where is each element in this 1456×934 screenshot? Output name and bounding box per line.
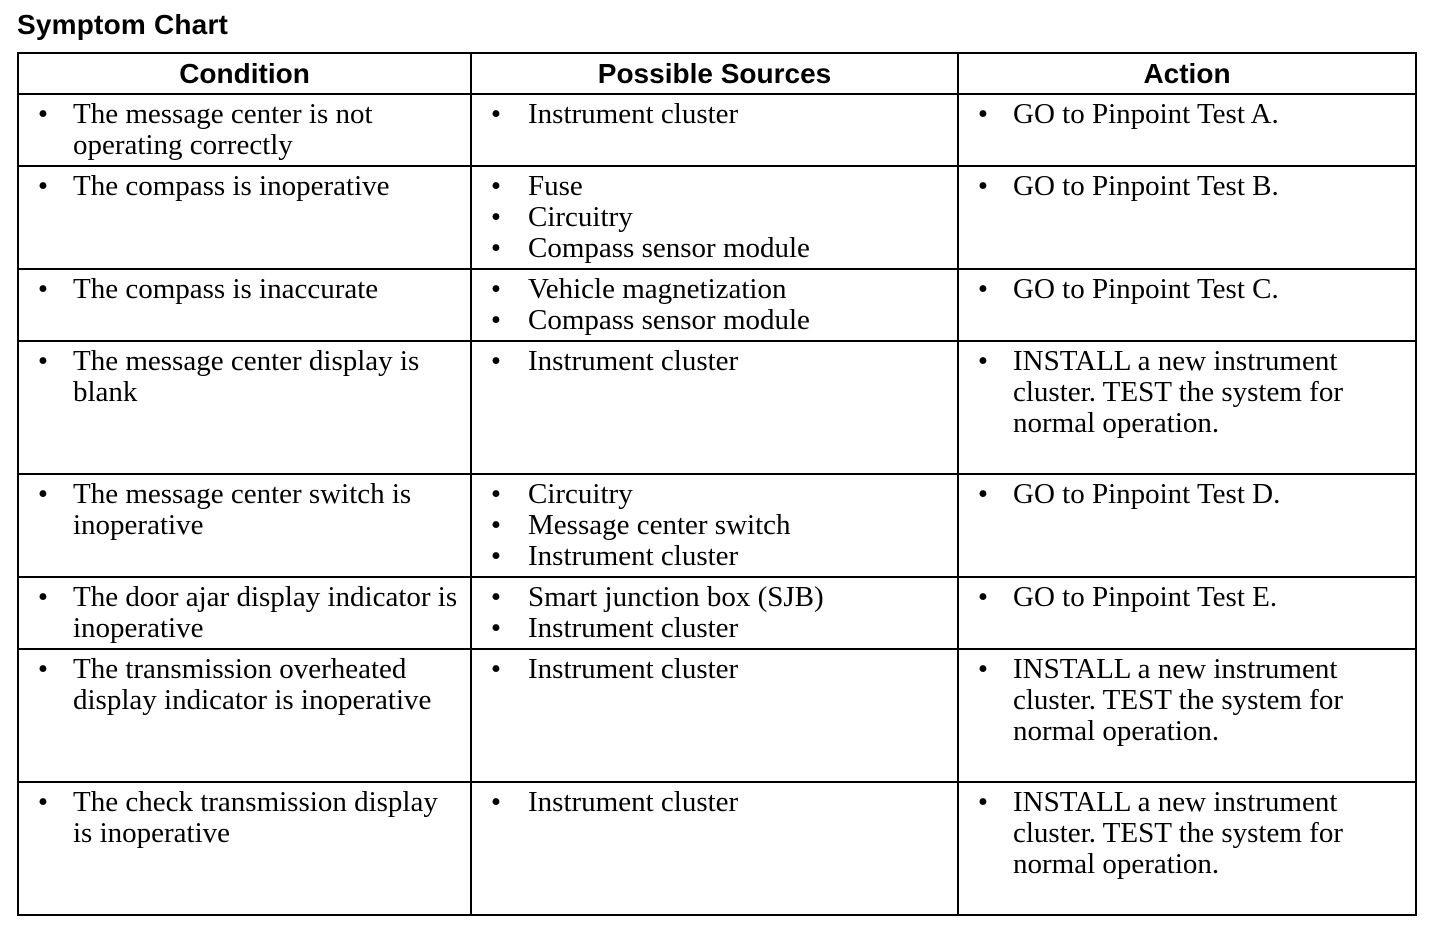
list-item [484,346,949,377]
symptom-chart-table [17,52,1417,916]
condition-text: The message center display is blank [73,345,420,408]
action-text: GO to Pinpoint Test D. [1013,478,1281,510]
bullet-icon: • [490,98,502,130]
list-item [31,787,462,849]
list-item [971,99,1407,130]
source-text: Compass sensor module [528,304,810,336]
bullet-icon: • [490,170,502,202]
list-item [971,582,1407,613]
bullet-icon: • [490,653,502,685]
list-item [971,787,1407,880]
list-item [484,510,949,541]
list-item [971,479,1407,510]
list-item [484,99,949,130]
condition-text: The compass is inaccurate [73,273,379,305]
source-text: Vehicle magnetization [528,273,787,305]
action-text: GO to Pinpoint Test B. [1013,170,1279,202]
bullet-icon: • [490,304,502,336]
list-item [484,613,949,644]
source-text: Smart junction box (SJB) [528,581,824,613]
bullet-icon: • [977,345,989,377]
list-item [484,171,949,202]
table-header-row [18,53,1416,94]
source-text: Message center switch [528,509,791,541]
list-item [971,654,1407,747]
condition-cell [18,94,471,166]
bullet-icon: • [37,170,49,202]
bullet-icon: • [490,232,502,264]
sources-cell [471,269,958,341]
list-item [484,479,949,510]
action-cell [958,166,1416,269]
table-row [18,269,1416,341]
condition-text: The door ajar display indicator is inoperative [73,581,458,644]
page-title: Symptom Chart [17,9,229,40]
bullet-icon: • [490,540,502,572]
bullet-icon: • [490,273,502,305]
list-item [484,787,949,818]
list-item [484,305,949,336]
bullet-icon: • [490,612,502,644]
condition-text: The transmission overheated display indicator is inoperative [73,653,432,716]
bullet-icon: • [977,581,989,613]
condition-text: The message center is not operating correctly [73,98,373,161]
action-cell [958,474,1416,577]
source-text: Compass sensor module [528,232,810,264]
source-text: Fuse [528,170,583,202]
table-row [18,166,1416,269]
condition-cell [18,649,471,782]
bullet-icon: • [37,653,49,685]
bullet-icon: • [977,653,989,685]
condition-cell [18,269,471,341]
list-item [31,346,462,408]
action-text: GO to Pinpoint Test A. [1013,98,1279,130]
bullet-icon: • [37,98,49,130]
header-possible-sources: Possible Sources [471,53,958,94]
condition-text: The check transmission display is inoperative [73,786,438,849]
action-text: INSTALL a new instrument cluster. TEST the system for normal operation. [1013,786,1343,880]
action-text: GO to Pinpoint Test E. [1013,581,1278,613]
table-row [18,94,1416,166]
sources-cell [471,94,958,166]
sources-cell [471,166,958,269]
bullet-icon: • [977,478,989,510]
list-item [484,541,949,572]
list-item [484,654,949,685]
list-item [484,274,949,305]
table-row [18,782,1416,915]
source-text: Circuitry [528,201,633,233]
bullet-icon: • [977,786,989,818]
table-row [18,474,1416,577]
list-item [484,233,949,264]
action-cell [958,269,1416,341]
header-action: Action [958,53,1416,94]
action-text: INSTALL a new instrument cluster. TEST the system for normal operation. [1013,345,1343,439]
bullet-icon: • [37,345,49,377]
bullet-icon: • [977,98,989,130]
list-item [31,654,462,716]
list-item [971,274,1407,305]
condition-cell [18,474,471,577]
bullet-icon: • [490,345,502,377]
bullet-icon: • [37,273,49,305]
header-condition: Condition [18,53,471,94]
sources-cell [471,649,958,782]
source-text: Instrument cluster [528,612,739,644]
list-item [484,202,949,233]
condition-cell [18,166,471,269]
condition-cell [18,341,471,474]
action-cell [958,649,1416,782]
sources-cell [471,782,958,915]
source-text: Instrument cluster [528,98,739,130]
list-item [31,171,462,202]
action-cell [958,577,1416,649]
action-cell [958,782,1416,915]
list-item [484,582,949,613]
condition-text: The message center switch is inoperative [73,478,412,541]
list-item [31,99,462,161]
list-item [31,479,462,541]
bullet-icon: • [490,201,502,233]
bullet-icon: • [977,273,989,305]
bullet-icon: • [490,581,502,613]
list-item [971,171,1407,202]
bullet-icon: • [490,509,502,541]
action-cell [958,94,1416,166]
table-row [18,341,1416,474]
table-row [18,649,1416,782]
sources-cell [471,474,958,577]
action-text: INSTALL a new instrument cluster. TEST the system for normal operation. [1013,653,1343,747]
action-text: GO to Pinpoint Test C. [1013,273,1279,305]
source-text: Circuitry [528,478,633,510]
sources-cell [471,577,958,649]
list-item [971,346,1407,439]
action-cell [958,341,1416,474]
condition-text: The compass is inoperative [73,170,390,202]
source-text: Instrument cluster [528,653,739,685]
list-item [31,274,462,305]
bullet-icon: • [490,786,502,818]
bullet-icon: • [490,478,502,510]
source-text: Instrument cluster [528,540,739,572]
table-row [18,577,1416,649]
bullet-icon: • [37,478,49,510]
bullet-icon: • [37,581,49,613]
source-text: Instrument cluster [528,786,739,818]
sources-cell [471,341,958,474]
source-text: Instrument cluster [528,345,739,377]
bullet-icon: • [37,786,49,818]
bullet-icon: • [977,170,989,202]
condition-cell [18,577,471,649]
list-item [31,582,462,644]
condition-cell [18,782,471,915]
